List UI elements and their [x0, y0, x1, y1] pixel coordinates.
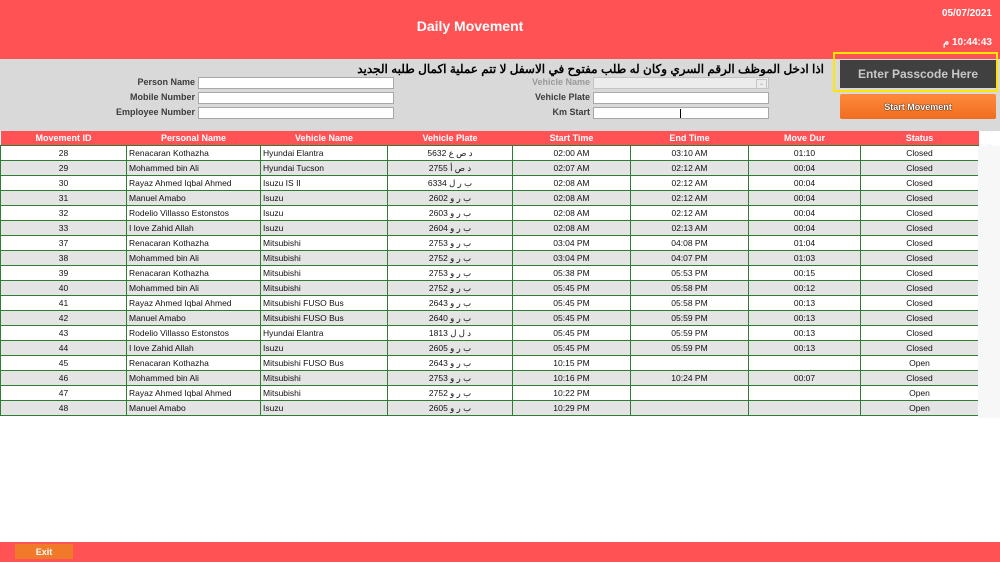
start-time-cell: 10:16 PM [513, 371, 631, 386]
movement-table [0, 131, 979, 416]
personal-name-cell: Mohammed bin Ali [127, 371, 261, 386]
table-row[interactable] [1, 206, 979, 221]
vehicle-name-cell: Isuzu [261, 401, 388, 416]
movement-id-cell: 47 [1, 386, 127, 401]
status-cell: Closed [861, 146, 979, 161]
start-time-cell: 05:38 PM [513, 266, 631, 281]
move-dur-cell: 00:13 [749, 296, 861, 311]
status-cell: Closed [861, 176, 979, 191]
person-name-field[interactable] [198, 77, 394, 89]
table-row[interactable] [1, 386, 979, 401]
table-row[interactable] [1, 311, 979, 326]
personal-name-cell: Rayaz Ahmed Iqbal Ahmed [127, 176, 261, 191]
move-dur-cell [749, 401, 861, 416]
vehicle-plate-cell: د ص أ 2755 [388, 161, 513, 176]
move-dur-cell: 01:10 [749, 146, 861, 161]
movement-id-cell: 41 [1, 296, 127, 311]
start-time-cell: 05:45 PM [513, 341, 631, 356]
column-header[interactable]: Personal Name [127, 131, 261, 146]
end-time-cell [631, 386, 749, 401]
table-row[interactable] [1, 251, 979, 266]
status-cell: Closed [861, 311, 979, 326]
move-dur-cell: 00:07 [749, 371, 861, 386]
start-time-cell: 02:00 AM [513, 146, 631, 161]
vehicle-plate-cell: ب ر و 2753 [388, 266, 513, 281]
move-dur-cell: 00:12 [749, 281, 861, 296]
personal-name-cell: Mohammed bin Ali [127, 251, 261, 266]
column-header[interactable]: Status [861, 131, 979, 146]
vehicle-name-cell: Mitsubishi FUSO Bus [261, 356, 388, 371]
status-cell: Closed [861, 266, 979, 281]
footer-bar [0, 542, 1000, 562]
movement-id-cell: 48 [1, 401, 127, 416]
end-time-cell: 02:12 AM [631, 176, 749, 191]
personal-name-cell: Manuel Amabo [127, 191, 261, 206]
vehicle-plate-cell: ب ر و 2753 [388, 371, 513, 386]
move-dur-cell: 00:13 [749, 326, 861, 341]
status-cell: Closed [861, 221, 979, 236]
header-bar [0, 0, 1000, 59]
person-name-label: Person Name [137, 77, 195, 87]
start-time-cell: 05:45 PM [513, 281, 631, 296]
personal-name-cell: Manuel Amabo [127, 311, 261, 326]
vehicle-name-cell: Hyundai Elantra [261, 146, 388, 161]
table-header-row [1, 131, 979, 146]
movement-id-cell: 44 [1, 341, 127, 356]
status-cell: Closed [861, 161, 979, 176]
movement-id-cell: 37 [1, 236, 127, 251]
vehicle-plate-cell: د ص ع 5632 [388, 146, 513, 161]
end-time-cell: 10:24 PM [631, 371, 749, 386]
passcode-input[interactable]: Enter Passcode Here [840, 60, 996, 88]
status-cell: Closed [861, 296, 979, 311]
start-time-cell: 10:15 PM [513, 356, 631, 371]
end-time-cell: 05:58 PM [631, 281, 749, 296]
personal-name-cell: Renacaran Kothazha [127, 146, 261, 161]
vehicle-name-cell: Isuzu IS II [261, 176, 388, 191]
vehicle-name-cell: Mitsubishi [261, 251, 388, 266]
vehicle-plate-cell: ب ر و 2604 [388, 221, 513, 236]
movement-id-cell: 38 [1, 251, 127, 266]
status-cell: Closed [861, 326, 979, 341]
vehicle-name-cell: Mitsubishi FUSO Bus [261, 311, 388, 326]
exit-button[interactable]: Exit [15, 544, 73, 559]
start-time-cell: 05:45 PM [513, 311, 631, 326]
vehicle-plate-cell: ب ر و 2643 [388, 356, 513, 371]
start-time-cell: 05:45 PM [513, 326, 631, 341]
table-row[interactable] [1, 266, 979, 281]
move-dur-cell [749, 356, 861, 371]
personal-name-cell: I love Zahid Allah [127, 341, 261, 356]
move-dur-cell: 01:04 [749, 236, 861, 251]
movement-id-cell: 32 [1, 206, 127, 221]
vehicle-plate-cell: ب ر و 2643 [388, 296, 513, 311]
vehicle-plate-cell: ب ر و 2602 [388, 191, 513, 206]
vehicle-plate-cell: ب ر و 2752 [388, 281, 513, 296]
personal-name-cell: Mohammed bin Ali [127, 281, 261, 296]
vehicle-name-cell: Mitsubishi [261, 236, 388, 251]
end-time-cell [631, 356, 749, 371]
start-time-cell: 10:22 PM [513, 386, 631, 401]
column-header[interactable]: Move Dur [749, 131, 861, 146]
table-row[interactable] [1, 221, 979, 236]
start-time-cell: 02:08 AM [513, 191, 631, 206]
start-time-cell: 02:08 AM [513, 221, 631, 236]
movement-id-cell: 46 [1, 371, 127, 386]
chevron-down-icon[interactable]: ⌄ [756, 79, 767, 89]
table-row[interactable] [1, 341, 979, 356]
movement-id-cell: 28 [1, 146, 127, 161]
personal-name-cell: Rayaz Ahmed Iqbal Ahmed [127, 296, 261, 311]
movement-id-cell: 42 [1, 311, 127, 326]
employee-number-label: Employee Number [115, 107, 195, 117]
move-dur-cell: 00:04 [749, 206, 861, 221]
move-dur-cell: 00:13 [749, 311, 861, 326]
start-time-cell: 02:07 AM [513, 161, 631, 176]
end-time-cell: 02:12 AM [631, 206, 749, 221]
km-start-field[interactable] [593, 107, 769, 119]
vehicle-plate-cell: ب ر و 2603 [388, 206, 513, 221]
column-header[interactable]: End Time [631, 131, 749, 146]
mobile-number-label: Mobile Number [129, 92, 195, 102]
personal-name-cell: Manuel Amabo [127, 401, 261, 416]
vehicle-plate-cell: ب ر و 2753 [388, 236, 513, 251]
table-row[interactable] [1, 356, 979, 371]
vehicle-plate-cell: ب ر و 2640 [388, 311, 513, 326]
end-time-cell: 02:13 AM [631, 221, 749, 236]
vehicle-plate-field[interactable] [593, 92, 769, 104]
end-time-cell: 05:59 PM [631, 326, 749, 341]
end-time-cell: 03:10 AM [631, 146, 749, 161]
table-row[interactable] [1, 176, 979, 191]
personal-name-cell: Renacaran Kothazha [127, 266, 261, 281]
current-date: 05/07/2021 [941, 8, 992, 19]
personal-name-cell: Renacaran Kothazha [127, 356, 261, 371]
column-header[interactable]: Vehicle Plate [388, 131, 513, 146]
table-row[interactable] [1, 326, 979, 341]
end-time-cell: 05:58 PM [631, 296, 749, 311]
end-time-cell: 04:08 PM [631, 236, 749, 251]
table-row[interactable] [1, 401, 979, 416]
vehicle-name-cell: Mitsubishi FUSO Bus [261, 296, 388, 311]
start-time-cell: 03:04 PM [513, 236, 631, 251]
start-time-cell: 05:45 PM [513, 296, 631, 311]
vehicle-name-cell: Isuzu [261, 341, 388, 356]
status-cell: Open [861, 356, 979, 371]
vehicle-plate-cell: ب ر و 2752 [388, 386, 513, 401]
personal-name-cell: Rodelio Villasso Estonstos [127, 326, 261, 341]
status-cell: Closed [861, 191, 979, 206]
personal-name-cell: I love Zahid Allah [127, 221, 261, 236]
vehicle-name-cell: Hyundai Elantra [261, 326, 388, 341]
table-body [1, 146, 979, 416]
vehicle-name-cell: Isuzu [261, 221, 388, 236]
status-cell: Closed [861, 206, 979, 221]
table-row[interactable] [1, 371, 979, 386]
end-time-cell: 04:07 PM [631, 251, 749, 266]
table-row[interactable] [1, 281, 979, 296]
vehicle-name-cell: Isuzu [261, 206, 388, 221]
status-cell: Closed [861, 251, 979, 266]
column-header[interactable]: Vehicle Name [261, 131, 388, 146]
table-row[interactable] [1, 296, 979, 311]
status-cell: Closed [861, 281, 979, 296]
move-dur-cell: 00:04 [749, 191, 861, 206]
move-dur-cell: 00:04 [749, 221, 861, 236]
move-dur-cell: 00:04 [749, 161, 861, 176]
move-dur-cell [749, 386, 861, 401]
vehicle-name-label: Vehicle Name [531, 77, 590, 87]
movement-id-cell: 33 [1, 221, 127, 236]
status-cell: Open [861, 401, 979, 416]
page-title: Daily Movement [416, 18, 524, 34]
table-row[interactable] [1, 236, 979, 251]
personal-name-cell: Rodelio Villasso Estonstos [127, 206, 261, 221]
vehicle-name-cell: Mitsubishi [261, 371, 388, 386]
move-dur-cell: 01:03 [749, 251, 861, 266]
status-cell: Closed [861, 371, 979, 386]
move-dur-cell: 00:04 [749, 176, 861, 191]
vehicle-plate-cell: ب ر و 2605 [388, 341, 513, 356]
notice-text: اذا ادخل الموظف الرقم السري وكان له طلب مفتوح في الاسفل لا تتم عملية اكمال طلبه الجديد [357, 62, 824, 76]
end-time-cell: 05:59 PM [631, 311, 749, 326]
end-time-cell: 05:53 PM [631, 266, 749, 281]
vehicle-plate-label: Vehicle Plate [534, 92, 590, 102]
employee-number-field[interactable] [198, 107, 394, 119]
movement-id-cell: 39 [1, 266, 127, 281]
vehicle-name-select[interactable] [593, 77, 769, 89]
personal-name-cell: Rayaz Ahmed Iqbal Ahmed [127, 386, 261, 401]
movement-id-cell: 40 [1, 281, 127, 296]
movement-id-cell: 45 [1, 356, 127, 371]
start-movement-button[interactable]: Start Movement [840, 94, 996, 119]
status-cell: Closed [861, 236, 979, 251]
text-caret [680, 109, 681, 118]
personal-name-cell: Renacaran Kothazha [127, 236, 261, 251]
end-time-cell: 02:12 AM [631, 191, 749, 206]
end-time-cell: 02:12 AM [631, 161, 749, 176]
end-time-cell [631, 401, 749, 416]
movement-id-cell: 43 [1, 326, 127, 341]
start-time-cell: 03:04 PM [513, 251, 631, 266]
end-time-cell: 05:59 PM [631, 341, 749, 356]
movement-id-cell: 30 [1, 176, 127, 191]
movement-id-cell: 31 [1, 191, 127, 206]
current-time: 10:44:43 م [942, 37, 992, 48]
status-cell: Open [861, 386, 979, 401]
vehicle-name-cell: Mitsubishi [261, 281, 388, 296]
start-time-cell: 10:29 PM [513, 401, 631, 416]
mobile-number-field[interactable] [198, 92, 394, 104]
move-dur-cell: 00:15 [749, 266, 861, 281]
start-time-cell: 02:08 AM [513, 176, 631, 191]
km-start-label: Km Start [552, 107, 590, 117]
table-scrollbar[interactable] [978, 146, 1000, 418]
vehicle-plate-cell: ب ر و 2605 [388, 401, 513, 416]
column-header[interactable]: Movement ID [1, 131, 127, 146]
table-row[interactable] [1, 161, 979, 176]
vehicle-name-cell: Hyundai Tucson [261, 161, 388, 176]
vehicle-plate-cell: ب ر و 2752 [388, 251, 513, 266]
personal-name-cell: Mohammed bin Ali [127, 161, 261, 176]
vehicle-name-cell: Mitsubishi [261, 386, 388, 401]
vehicle-plate-cell: د ل ل 1813 [388, 326, 513, 341]
vehicle-name-cell: Mitsubishi [261, 266, 388, 281]
movement-id-cell: 29 [1, 161, 127, 176]
status-cell: Closed [861, 341, 979, 356]
start-time-cell: 02:08 AM [513, 206, 631, 221]
table-row[interactable] [1, 146, 979, 161]
vehicle-plate-cell: ب ر ل 6334 [388, 176, 513, 191]
move-dur-cell: 00:13 [749, 341, 861, 356]
table-row[interactable] [1, 191, 979, 206]
column-header[interactable]: Start Time [513, 131, 631, 146]
vehicle-name-cell: Isuzu [261, 191, 388, 206]
